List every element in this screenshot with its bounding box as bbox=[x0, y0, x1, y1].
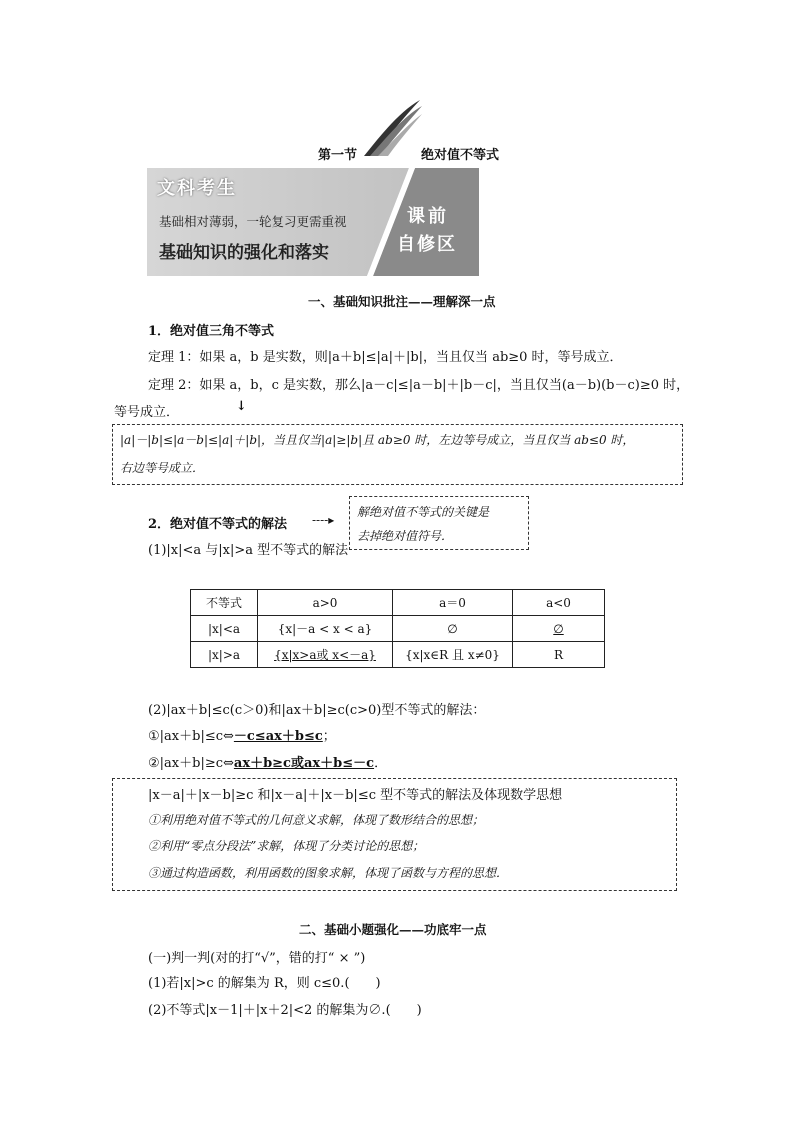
subsection-2: (2)|ax＋b|≤c(c＞0)和|ax＋b|≥c(c>0)型不等式的解法： bbox=[148, 703, 486, 718]
annotation-3-title: |x－a|＋|x－b|≥c 和|x－a|＋|x－b|≤c 型不等式的解法及体现数学思想 bbox=[148, 788, 563, 803]
annotation-3-item-2: ②利用“零点分段法”求解，体现了分类讨论的思想； bbox=[148, 839, 425, 853]
item1-title: 1．绝对值三角不等式 bbox=[148, 324, 275, 339]
table-cell: |x|>a bbox=[191, 642, 258, 668]
item2-title: 2．绝对值不等式的解法 bbox=[148, 517, 288, 532]
case-1-answer: －c≤ax＋b≤c bbox=[233, 729, 323, 744]
table-header-cell: a<0 bbox=[513, 590, 605, 616]
annotation-2-line2: 去掉绝对值符号． bbox=[357, 529, 454, 543]
table-header-cell: a>0 bbox=[258, 590, 393, 616]
table-cell: R bbox=[513, 642, 605, 668]
banner-side-bottom: 自修区 bbox=[397, 234, 457, 255]
table-header-cell: a＝0 bbox=[393, 590, 513, 616]
theorem-1: 定理 1：如果 a，b 是实数，则|a＋b|≤|a|＋|b|，当且仅当 ab≥0 时，等号成立． bbox=[148, 350, 623, 365]
part1-heading: 一、基础知识批注——理解深一点 bbox=[308, 294, 496, 309]
case-1-suffix: ； bbox=[322, 729, 336, 744]
table-cell: {x|x>a或 x<－a} bbox=[258, 642, 393, 668]
banner-line2: 基础知识的强化和落实 bbox=[159, 243, 329, 263]
part2-intro: (一)判一判(对的打“√”，错的打“ × ”) bbox=[148, 951, 366, 966]
theorem-2-line2: 等号成立． bbox=[114, 405, 180, 420]
case-1-prefix: ①|ax＋b|≤c⇔ bbox=[148, 729, 234, 744]
banner bbox=[147, 168, 479, 276]
case-2 bbox=[148, 752, 387, 771]
section-title: 绝对值不等式 bbox=[421, 148, 500, 163]
down-arrow-icon: ↓ bbox=[236, 399, 247, 414]
table-cell: {x|x∈R 且 x≠0} bbox=[393, 642, 513, 668]
annotation-2-line1: 解绝对值不等式的关键是 bbox=[357, 505, 490, 519]
case-2-or: 或 bbox=[290, 756, 304, 771]
table-cell: {x|－a < x < a} bbox=[258, 616, 393, 642]
table-row bbox=[191, 642, 605, 668]
table-cell: ∅ bbox=[393, 616, 513, 642]
table-row bbox=[191, 616, 605, 642]
question-2: (2)不等式|x－1|＋|x＋2|<2 的解集为∅.( ) bbox=[148, 1003, 422, 1018]
section-number: 第一节 bbox=[318, 148, 358, 163]
table-cell: |x|<a bbox=[191, 616, 258, 642]
banner-line1: 基础相对薄弱，一轮复习更需重视 bbox=[159, 214, 347, 229]
banner-tag: 文科考生 bbox=[157, 178, 237, 199]
part2-heading: 二、基础小题强化——功底牢一点 bbox=[299, 922, 487, 937]
annotation-1-line1: |a|－|b|≤|a－b|≤|a|＋|b|，当且仅当|a|≥|b|且 ab≥0 时，左边等号成立，当且仅当 ab≤0 时， bbox=[120, 433, 635, 447]
annotation-3-item-1: ①利用绝对值不等式的几何意义求解，体现了数形结合的思想； bbox=[148, 813, 485, 827]
case-1 bbox=[148, 725, 336, 744]
swoosh-graphic bbox=[360, 96, 424, 160]
case-2-answer-a: ax＋b≥c bbox=[233, 756, 291, 771]
case-2-prefix: ②|ax＋b|≥c⇔ bbox=[148, 756, 234, 771]
table-header-row bbox=[191, 590, 605, 616]
question-1: (1)若|x|>c 的解集为 R，则 c≤0.( ) bbox=[148, 976, 381, 991]
pointer-arrow-icon: ----▸ bbox=[312, 513, 335, 527]
subsection-1: (1)|x|<a 与|x|>a 型不等式的解法 bbox=[148, 543, 349, 558]
banner-side-top: 课前 bbox=[407, 206, 449, 227]
theorem-2-line1: 定理 2：如果 a，b，c 是实数，那么|a－c|≤|a－b|＋|b－c|，当且仅当(a－b)(b－c)≥0 时， bbox=[148, 378, 690, 393]
table-header-cell: 不等式 bbox=[191, 590, 258, 616]
solution-table bbox=[190, 589, 605, 668]
table-cell: ∅ bbox=[513, 616, 605, 642]
annotation-3-item-3: ③通过构造函数，利用函数的图象求解，体现了函数与方程的思想． bbox=[148, 866, 509, 880]
annotation-1-line2: 右边等号成立． bbox=[120, 461, 205, 475]
case-2-answer-b: ax＋b≤－c bbox=[303, 756, 375, 771]
case-2-suffix: ． bbox=[374, 756, 388, 771]
